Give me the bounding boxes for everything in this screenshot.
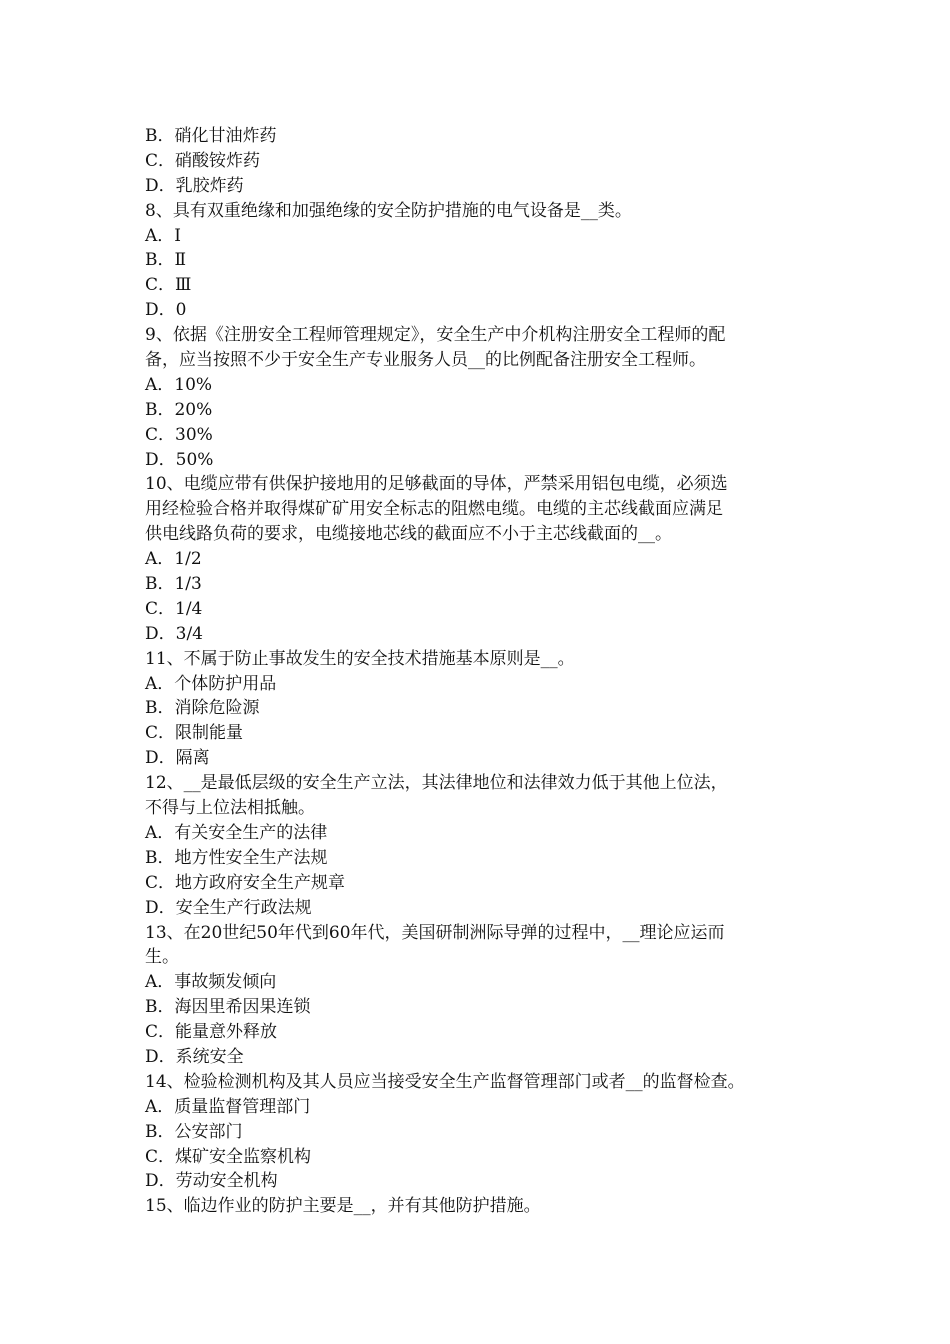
option-text: A．1/2 xyxy=(145,549,202,570)
option-text: B．1/3 xyxy=(145,574,202,595)
question-text: 14、检验检测机构及其人员应当接受安全生产监督管理部门或者__的监督检查。 xyxy=(145,1071,745,1092)
option-text: B．消除危险源 xyxy=(145,698,260,719)
option-text: A．事故频发倾向 xyxy=(145,972,277,993)
option-text: C．1/4 xyxy=(145,598,203,619)
question-text: 11、不属于防止事故发生的安全技术措施基本原则是__。 xyxy=(145,648,575,669)
option-text: D．劳动安全机构 xyxy=(145,1171,278,1192)
option-text: C．Ⅲ xyxy=(145,275,192,296)
option-text: B．地方性安全生产法规 xyxy=(145,847,328,868)
question-text: 不得与上位法相抵触。 xyxy=(145,798,315,819)
question-text: 12、__是最低层级的安全生产立法，其法律地位和法律效力低于其他上位法， xyxy=(145,773,728,794)
option-text: A．质量监督管理部门 xyxy=(145,1096,311,1117)
option-text: A．10% xyxy=(145,374,213,395)
question-text: 8、具有双重绝缘和加强绝缘的安全防护措施的电气设备是__类。 xyxy=(145,200,632,221)
option-text: C．限制能量 xyxy=(145,723,244,744)
option-text: A．Ⅰ xyxy=(145,225,181,246)
question-text: 9、依据《注册安全工程师管理规定》，安全生产中介机构注册安全工程师的配 xyxy=(145,325,726,346)
option-text: B．海因里希因果连锁 xyxy=(145,997,311,1018)
option-text: D．隔离 xyxy=(145,748,210,769)
question-text: 用经检验合格并取得煤矿矿用安全标志的阻燃电缆。电缆的主芯线截面应满足 xyxy=(145,499,723,520)
question-text: 10、电缆应带有供保护接地用的足够截面的导体，严禁采用铝包电缆，必须选 xyxy=(145,474,728,495)
option-text: D．安全生产行政法规 xyxy=(145,897,312,918)
question-text: 15、临边作业的防护主要是__，并有其他防护措施。 xyxy=(145,1196,541,1217)
option-text: C．硝酸铵炸药 xyxy=(145,150,261,171)
document-page xyxy=(145,124,810,1219)
option-text: D．0 xyxy=(145,300,187,321)
option-text: A．有关安全生产的法律 xyxy=(145,822,328,843)
question-text: 13、在20世纪50年代到60年代，美国研制洲际导弹的过程中，__理论应运而 xyxy=(145,922,725,943)
option-text: C．煤矿安全监察机构 xyxy=(145,1146,312,1167)
option-text: D．乳胶炸药 xyxy=(145,175,244,196)
question-text: 供电线路负荷的要求，电缆接地芯线的截面应不小于主芯线截面的__。 xyxy=(145,524,672,545)
option-text: B．Ⅱ xyxy=(145,250,187,271)
question-text: 备，应当按照不少于安全生产专业服务人员__的比例配备注册安全工程师。 xyxy=(145,350,706,371)
option-text: C．30% xyxy=(145,424,213,445)
option-text: D．50% xyxy=(145,449,214,470)
option-text: C．能量意外释放 xyxy=(145,1022,278,1043)
option-text: A．个体防护用品 xyxy=(145,673,277,694)
question-text: 生。 xyxy=(145,947,179,968)
option-text: B．公安部门 xyxy=(145,1121,243,1142)
option-text: D．系统安全 xyxy=(145,1046,244,1067)
option-text: B．20% xyxy=(145,399,213,420)
option-text: D．3/4 xyxy=(145,623,203,644)
option-text: B．硝化甘油炸药 xyxy=(145,126,277,146)
option-text: C．地方政府安全生产规章 xyxy=(145,872,346,893)
